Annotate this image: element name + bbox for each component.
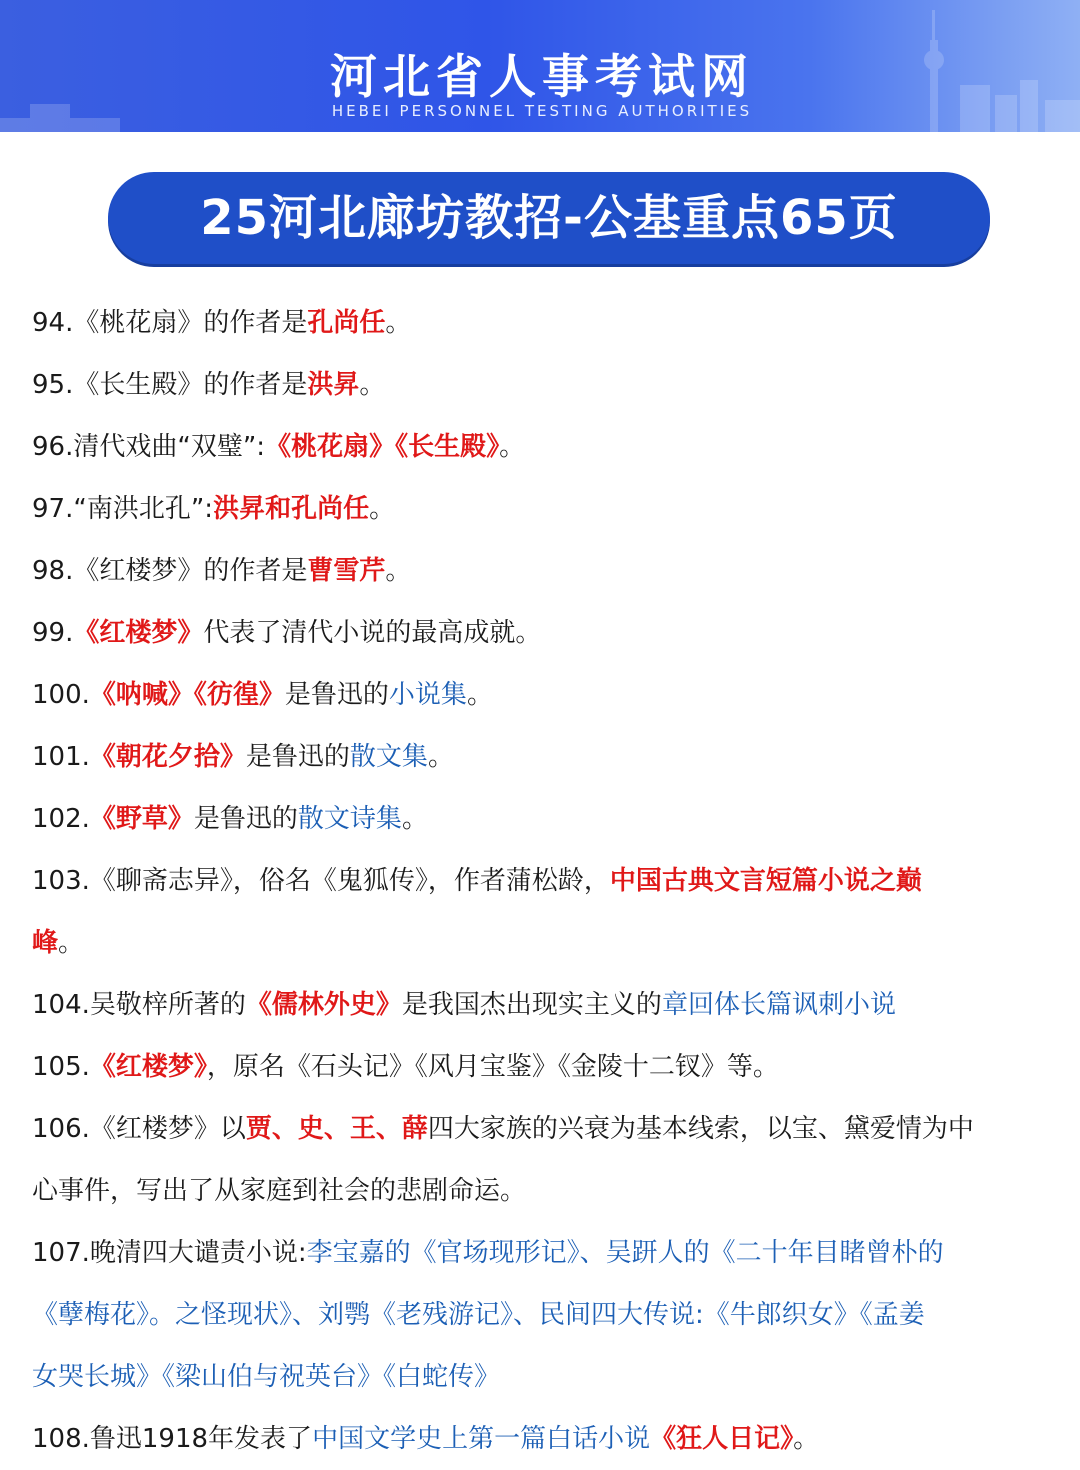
header-banner [0, 0, 1080, 132]
highlight-red: 《狂人日记》 [650, 1424, 794, 1454]
highlight-red: 曹雪芹 [307, 556, 386, 586]
note-text: 是鲁迅的 [245, 742, 350, 772]
highlight-red: 《红楼梦》 [73, 618, 204, 648]
note-line [32, 850, 1052, 912]
note-line [32, 1408, 1052, 1470]
note-text: 。 [385, 308, 412, 338]
note-line [32, 1284, 1052, 1346]
highlight-blue: 章回体长篇讽刺小说 [661, 990, 896, 1020]
highlight-blue: 小说集 [388, 680, 467, 710]
note-text: 是鲁迅的 [193, 804, 298, 834]
highlight-red: 孔尚任 [307, 308, 386, 338]
highlight-red: 《朝花夕拾》 [89, 742, 246, 772]
highlight-blue: 散文诗集 [297, 804, 402, 834]
note-text: 100. [32, 680, 90, 710]
document-title-pill [108, 172, 990, 264]
note-text: 。 [369, 494, 396, 524]
note-line [32, 1346, 1052, 1408]
highlight-red: 《桃花扇》《长生殿》 [265, 432, 500, 462]
note-text: ，原名《石头记》《风月宝鉴》《金陵十二钗》等。 [206, 1052, 779, 1082]
highlight-red: 洪昇和孔尚任 [213, 494, 370, 524]
note-text: 。 [466, 680, 493, 710]
note-text: 。 [385, 556, 412, 586]
note-text: 。 [401, 804, 428, 834]
note-text: 97.“南洪北孔”: [32, 494, 214, 524]
note-text: 95.《长生殿》的作者是 [32, 370, 308, 400]
highlight-blue: 李宝嘉的《官场现形记》、吴趼人的《二十年目睹曾朴的 [306, 1238, 944, 1268]
note-text: 104.吴敬梓所著的 [32, 990, 246, 1020]
note-text: 98.《红楼梦》的作者是 [32, 556, 308, 586]
note-text: 102. [32, 804, 90, 834]
note-line [32, 1160, 1052, 1222]
note-text: 四大家族的兴衰为基本线索，以宝、黛爱情为中 [427, 1114, 974, 1144]
notes-content [32, 292, 1052, 1470]
note-text: 103.《聊斋志异》，俗名《鬼狐传》，作者蒲松龄， [32, 866, 610, 896]
note-text: 99. [32, 618, 74, 648]
highlight-red: 中国古典文言短篇小说之巅 [609, 866, 922, 896]
highlight-red: 峰 [32, 928, 59, 958]
note-line [32, 726, 1052, 788]
note-text: 107.晚清四大谴责小说: [32, 1238, 307, 1268]
note-text: 108.鲁迅1918年发表了 [32, 1424, 313, 1454]
highlight-red: 《野草》 [89, 804, 194, 834]
note-line [32, 478, 1052, 540]
note-line [32, 1222, 1052, 1284]
highlight-blue: 散文集 [349, 742, 428, 772]
highlight-red: 《呐喊》《彷徨》 [89, 680, 285, 710]
document-title: 25河北廊坊教招-公基重点65页 [200, 190, 898, 246]
note-text: 。 [427, 742, 454, 772]
note-line [32, 540, 1052, 602]
note-line [32, 602, 1052, 664]
note-text: 。 [793, 1424, 820, 1454]
highlight-red: 《红楼梦》 [89, 1052, 207, 1082]
note-line [32, 974, 1052, 1036]
note-text: 94.《桃花扇》的作者是 [32, 308, 308, 338]
highlight-red: 贾、史、王、薛 [245, 1114, 428, 1144]
highlight-red: 《儒林外史》 [245, 990, 402, 1020]
note-text: 。 [359, 370, 386, 400]
note-text: 是鲁迅的 [284, 680, 389, 710]
note-text: 105. [32, 1052, 90, 1082]
note-text: 。 [499, 432, 526, 462]
note-line [32, 354, 1052, 416]
note-line [32, 292, 1052, 354]
note-text: 心事件，写出了从家庭到社会的悲剧命运。 [32, 1176, 527, 1206]
note-line [32, 1098, 1052, 1160]
note-line [32, 788, 1052, 850]
site-name-english: HEBEI PERSONNEL TESTING AUTHORITIES [331, 102, 753, 120]
highlight-blue: 中国文学史上第一篇白话小说 [312, 1424, 651, 1454]
site-name: 河北省人事考试网 [330, 50, 754, 105]
note-text: 101. [32, 742, 90, 772]
highlight-blue: 《孽梅花》。之怪现状》、刘鹗《老残游记》、民间四大传说:《牛郎织女》《孟姜 [32, 1300, 925, 1330]
note-line [32, 416, 1052, 478]
note-text: 106.《红楼梦》以 [32, 1114, 246, 1144]
note-text: 是我国杰出现实主义的 [401, 990, 662, 1020]
note-text: 代表了清代小说的最高成就。 [203, 618, 542, 648]
highlight-red: 洪昇 [307, 370, 360, 400]
note-text: 。 [58, 928, 85, 958]
note-text: 96.清代戏曲“双璧”: [32, 432, 266, 462]
note-line [32, 1036, 1052, 1098]
note-line [32, 912, 1052, 974]
highlight-blue: 女哭长城》《梁山伯与祝英台》《白蛇传》 [32, 1362, 501, 1392]
note-line [32, 664, 1052, 726]
